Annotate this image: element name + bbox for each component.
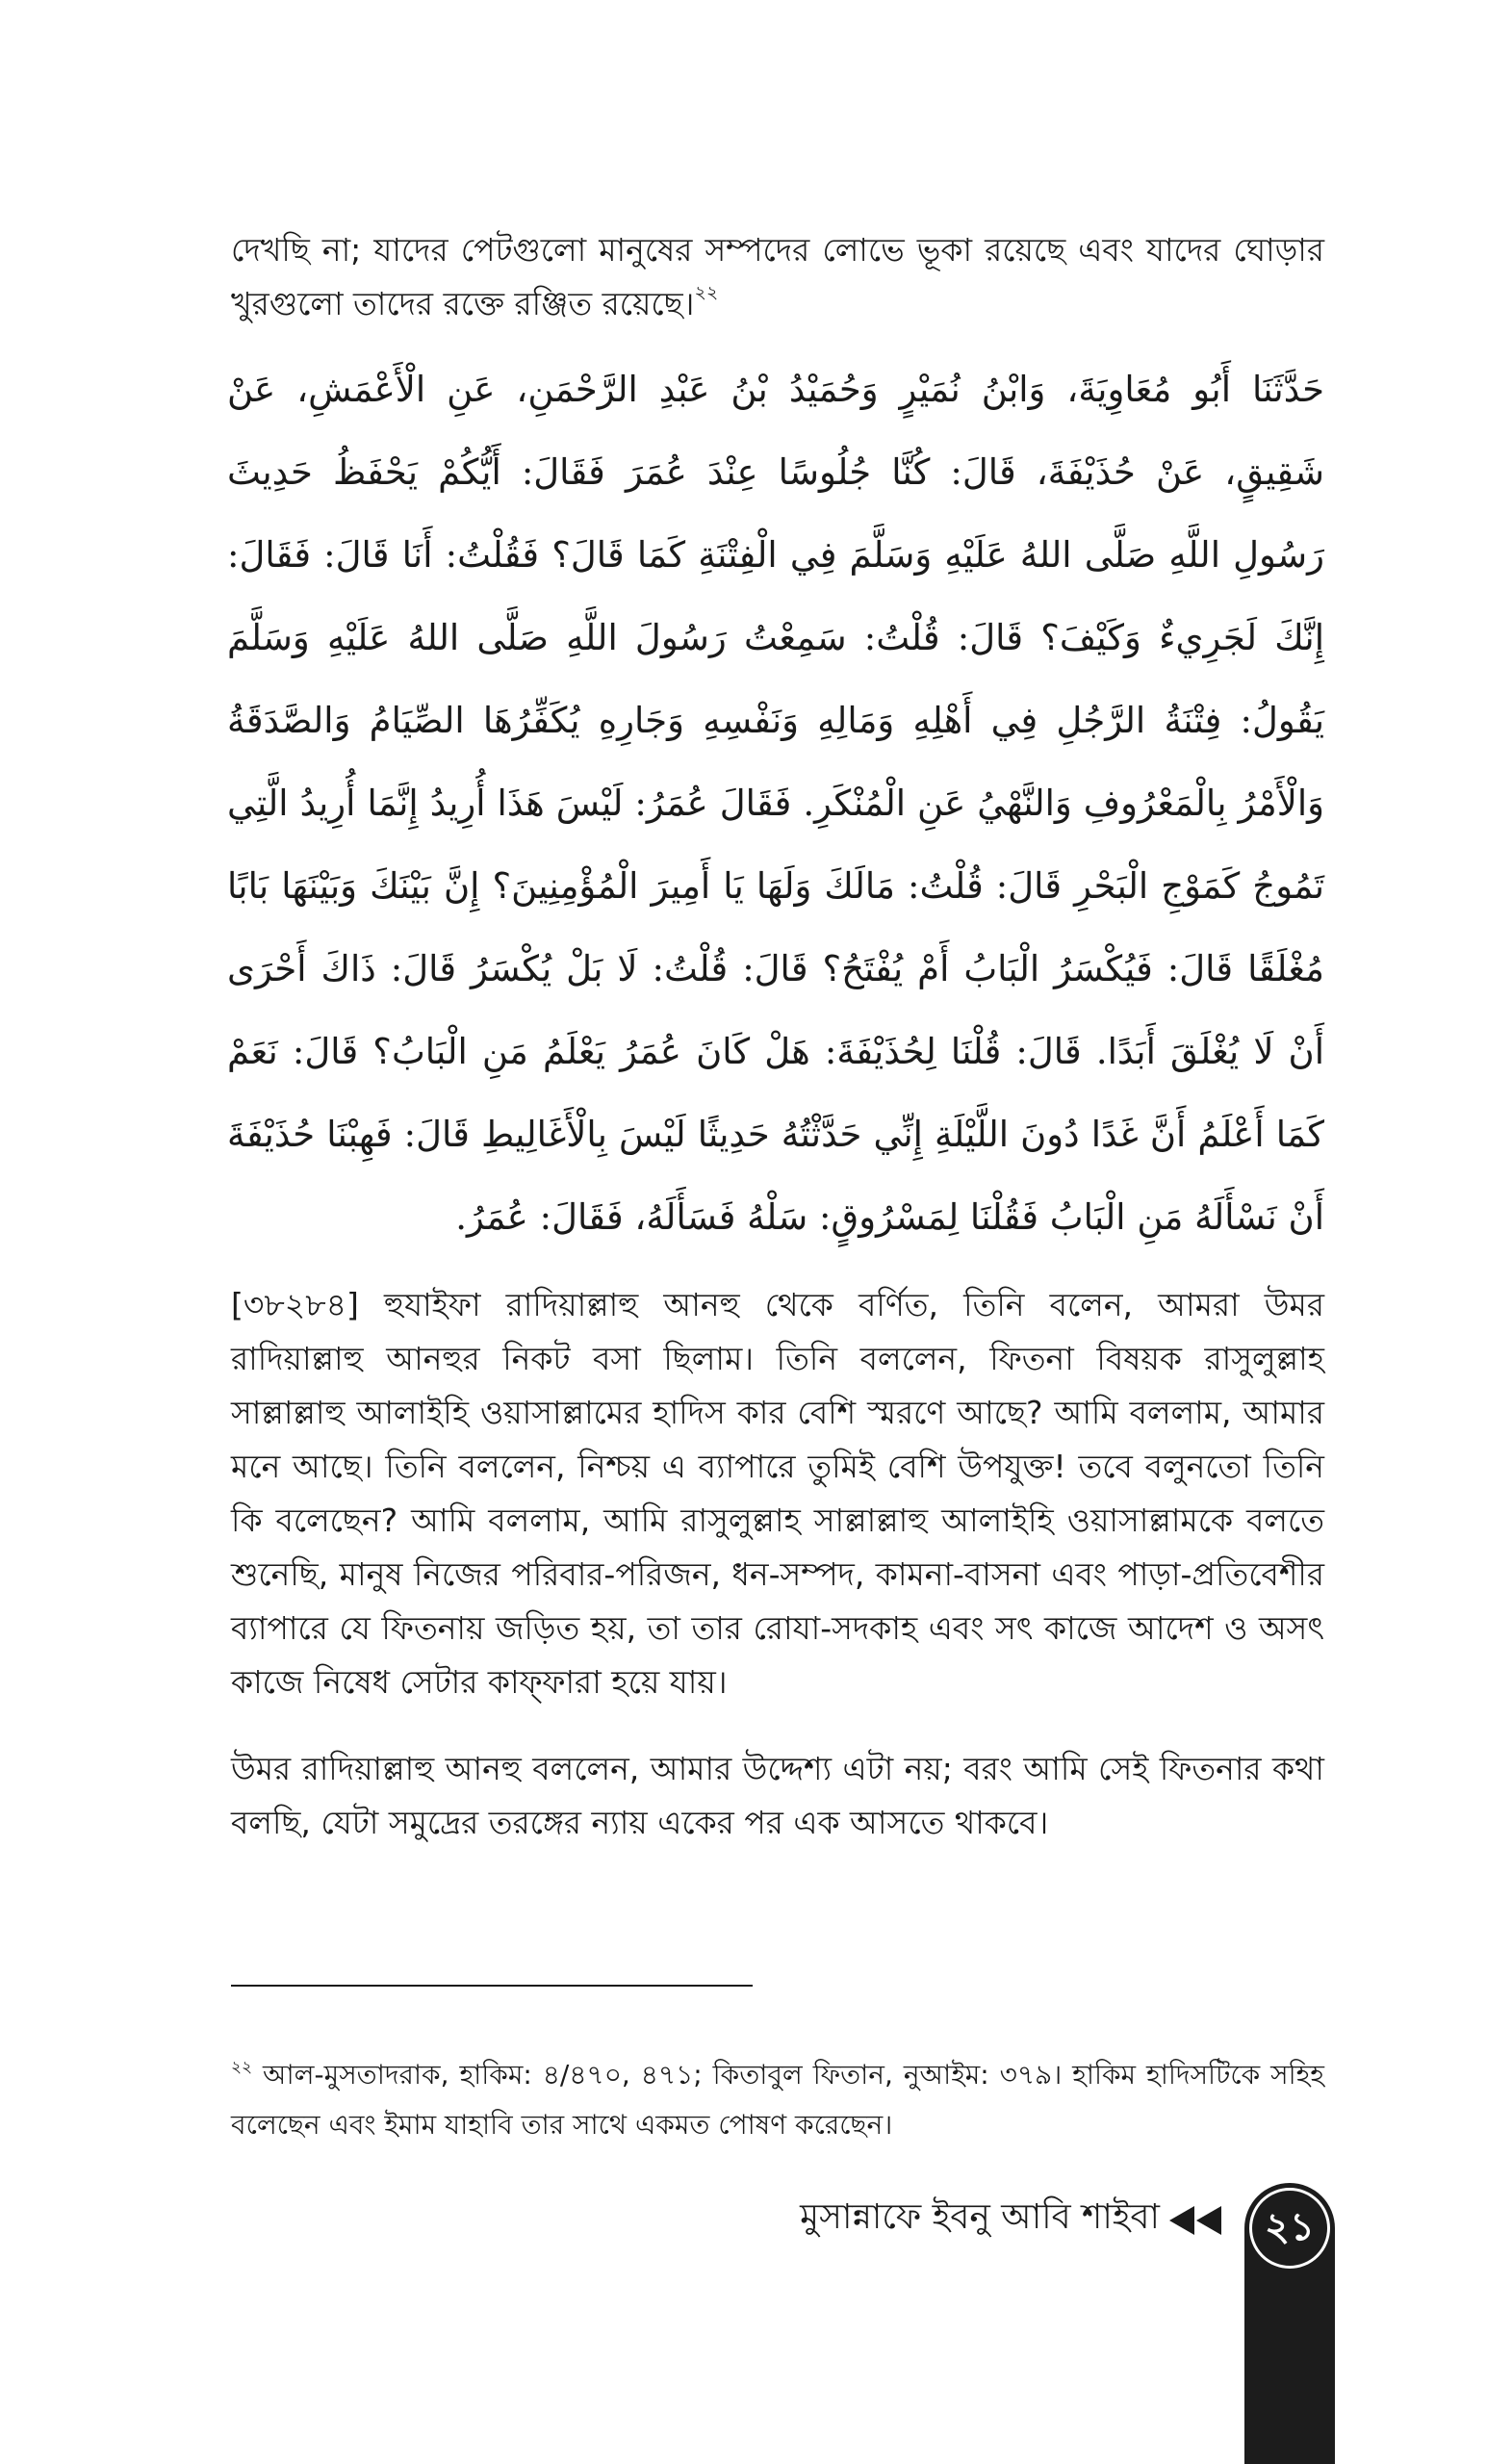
translation-text: হুযাইফা রাদিয়াল্লাহু আনহু থেকে বর্ণিত, তিনি বলেন, আমরা উমর রাদিয়াল্লাহু আনহুর নিকট বসা ছিলাম। তিনি বললেন, ফিতনা বিষয়ক রাসুলুল্লাহ সাল্লাল্লাহু আলাইহি ওয়াসাল্লামের হাদিস কার বেশি স্মরণে আছে? আমি বললাম, আমার মনে আছে। তিনি বললেন, নিশ্চয় এ ব্যাপারে তুমিই বেশি উপযুক্ত! তবে বলুনতো তিনি কি বলেছেন? আমি বললাম, আমি রাসুলুল্লাহ সাল্লাল্লাহু আলাইহি ওয়াসাল্লামকে বলতে শুনেছি, মানুষ নিজের পরিবার-পরিজন, ধন-সম্পদ, কামনা-বাসনা এবং পাড়া-প্রতিবেশীর ব্যাপারে যে ফিতনায় জড়িত হয়, তা তার রোযা-সদকাহ এবং সৎ কাজে আদেশ ও অসৎ কাজে নিষেধ সেটার কাফ্ফারা হয়ে যায়। [231,1286,1324,1701]
hadith-number: [৩৮২৮৪] [231,1286,359,1323]
continued-text: দেখছি না; যাদের পেটগুলো মানুষের সম্পদের লোভে ভূকা রয়েছে এবং যাদের ঘোড়ার খুরগুলো তাদের রক্তে রঞ্জিত রয়েছে। [231,231,1324,322]
book-title: মুসান্নাফে ইবনু আবি শাইবা [800,2197,1160,2237]
page-number: ২১ [1249,2188,1330,2269]
page-footer [0,2183,1512,2464]
second-paragraph: উমর রাদিয়াল্লাহু আনহু বললেন, আমার উদ্দেশ্য এটা নয়; বরং আমি সেই ফিতনার কথা বলছি, যেটা সমুদ্রের তরঙ্গের ন্যায় একের পর এক আসতে থাকবে। [231,1750,1324,1841]
footnote [231,2050,1324,2150]
continued-paragraph [231,223,1324,331]
arabic-hadith-text: حَدَّثَنَا أَبُو مُعَاوِيَةَ، وَابْنُ نُمَيْرٍ وَحُمَيْدُ بْنُ عَبْدِ الرَّحْمَنِ، عَنِ الْأَعْمَشِ، عَنْ شَقِيقٍ، عَنْ حُذَيْفَةَ، قَالَ: كُنَّا جُلُوسًا عِنْدَ عُمَرَ فَقَالَ: أَيُّكُمْ يَحْفَظُ حَدِيثَ رَسُولِ اللَّهِ صَلَّى اللهُ عَلَيْهِ وَسَلَّمَ فِي الْفِتْنَةِ كَمَا قَالَ؟ فَقُلْتُ: أَنَا قَالَ: فَقَالَ: إِنَّكَ لَجَرِيءٌ وَكَيْفَ؟ قَالَ: قُلْتُ: سَمِعْتُ رَسُولَ اللَّهِ صَلَّى اللهُ عَلَيْهِ وَسَلَّمَ يَقُولُ: فِتْنَةُ الرَّجُلِ فِي أَهْلِهِ وَمَالِهِ وَنَفْسِهِ وَجَارِهِ يُكَفِّرُهَا الصِّيَامُ وَالصَّدَقَةُ وَالْأَمْرُ بِالْمَعْرُوفِ وَالنَّهْيُ عَنِ الْمُنْكَرِ. فَقَالَ عُمَرُ: لَيْسَ هَذَا أُرِيدُ إِنَّمَا أُرِيدُ الَّتِي تَمُوجُ كَمَوْجِ الْبَحْرِ قَالَ: قُلْتُ: مَالَكَ وَلَهَا يَا أَمِيرَ الْمُؤْمِنِينَ؟ إِنَّ بَيْنَكَ وَبَيْنَهَا بَابًا مُغْلَقًا قَالَ: فَيُكْسَرُ الْبَابُ أَمْ يُفْتَحُ؟ قَالَ: قُلْتُ: لَا بَلْ يُكْسَرُ قَالَ: ذَاكَ أَحْرَى أَنْ لَا يُغْلَقَ أَبَدًا. قَالَ: قُلْنَا لِحُذَيْفَةَ: هَلْ كَانَ عُمَرُ يَعْلَمُ مَنِ الْبَابُ؟ قَالَ: نَعَمْ كَمَا أَعْلَمُ أَنَّ غَدًا دُونَ اللَّيْلَةِ إِنِّي حَدَّثْتُهُ حَدِيثًا لَيْسَ بِالْأَغَالِيطِ قَالَ: فَهِبْنَا حُذَيْفَةَ أَنْ نَسْأَلَهُ مَنِ الْبَابُ فَقُلْنَا لِمَسْرُوقٍ: سَلْهُ فَسَأَلَهُ، فَقَالَ: عُمَرُ. [227,369,1324,1238]
footnote-divider [231,1985,753,1987]
double-left-arrow-icon [1169,2204,1227,2237]
footnote-marker: ২২ [231,2058,253,2077]
footnote-reference: ২২ [694,282,719,303]
footnote-text: আল-মুসতাদরাক, হাকিম: ৪/৪৭০, ৪৭১; কিতাবুল ফিতান, নুআইম: ৩৭৯। হাকিম হাদিসটিকে সহিহ বলেছেন এবং ইমাম যাহাবি তার সাথে একমত পোষণ করেছেন। [231,2059,1324,2141]
translation-paragraph [231,1278,1324,1709]
